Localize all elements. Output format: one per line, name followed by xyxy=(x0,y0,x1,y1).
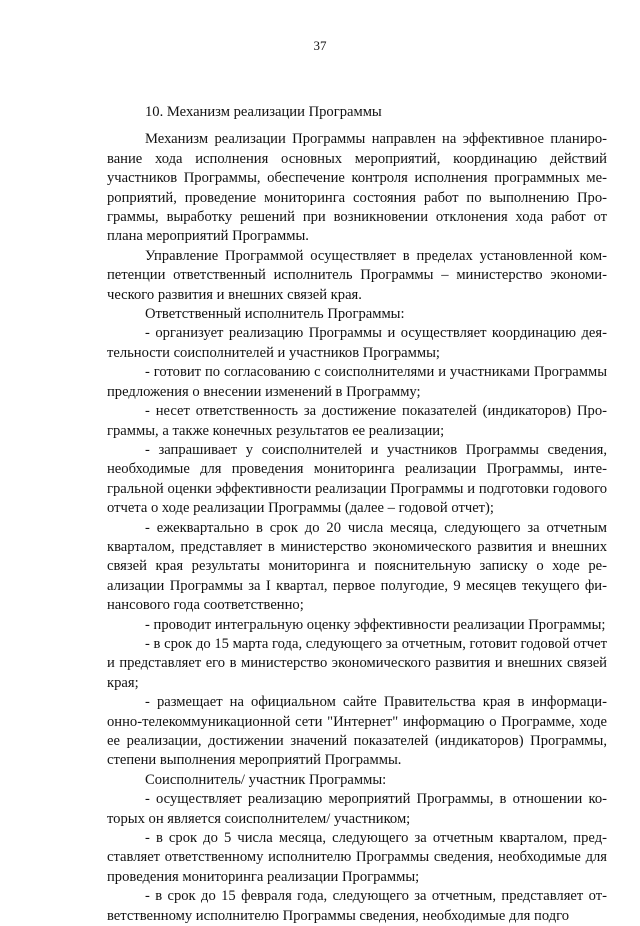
list-item: - ежеквартально в срок до 20 числа месяца, следующего за отчетным кварталом, представляет в министерство экономического развития и внешних связей края результаты мониторинга и пояснительную записку о ходе реализации Программы за I квартал, первое полугодие, 9 месяцев текущего финансового года соответственно; xyxy=(107,519,607,614)
list-item: - размещает на официальном сайте Правительства края в информационно-телекоммуникационной сети "Интернет" информацию о Программе, ходе ее реализации, достижении значений показателей (индикаторов) Программы, степени выполнения мероприятий Программы. xyxy=(107,694,607,769)
paragraph-responsible-executor-heading: Ответственный исполнитель Программы: xyxy=(145,306,405,323)
list-item: - осуществляет реализацию мероприятий Программы, в отношении которых он является соисполнителем/ участником; xyxy=(107,791,607,827)
paragraph-mechanism-purpose: Механизм реализации Программы направлен на эффективное планирование хода исполнения основных мероприятий, координацию действий участников Программы, обеспечение контроля исполнения программных мероприятий, проведение мониторинга состояния работ по выполнению Программы, выработку решений при возникновении отклонения хода работ от плана мероприятий Программы. xyxy=(107,131,607,245)
list-item: - несет ответственность за достижение показателей (индикаторов) Программы, а также конечных результатов ее реализации; xyxy=(107,403,607,439)
document-body xyxy=(107,103,607,926)
list-item: - в срок до 15 марта года, следующего за отчетным, готовит годовой отчет и представляет его в министерство экономического развития и внешних связей края; xyxy=(107,635,607,691)
section-title: 10. Механизм реализации Программы xyxy=(145,104,382,120)
list-item: - запрашивает у соисполнителей и участников Программы сведения, необходимые для проведения мониторинга реализации Программы, интегральной оценки эффективности реализации Программы и подготовки годового отчета о ходе реализации Программы (далее – годовой отчет); xyxy=(107,441,607,517)
page-number: 37 xyxy=(313,38,327,53)
list-item: - в срок до 5 числа месяца, следующего за отчетным кварталом, представляет ответственному исполнителю Программы сведения, необходимые для проведения мониторинга реализации Программы; xyxy=(107,830,607,885)
list-item: - готовит по согласованию с соисполнителями и участниками Программы предложения о внесении изменений в Программу; xyxy=(107,364,607,400)
list-item: - организует реализацию Программы и осуществляет координацию деятельности соисполнителей и участников Программы; xyxy=(107,325,607,361)
paragraph-coexecutor-heading: Соисполнитель/ участник Программы: xyxy=(145,771,387,788)
paragraph-program-management: Управление Программой осуществляет в пределах установленной компетенции ответственный исполнитель Программы – министерство экономического развития и внешних связей края. xyxy=(107,247,607,303)
list-item: - в срок до 15 февраля года, следующего за отчетным, представляет ответственному исполнителю Программы сведения, необходимые для подго xyxy=(107,888,607,924)
list-item: - проводит интегральную оценку эффективности реализации Программы; xyxy=(145,616,606,633)
